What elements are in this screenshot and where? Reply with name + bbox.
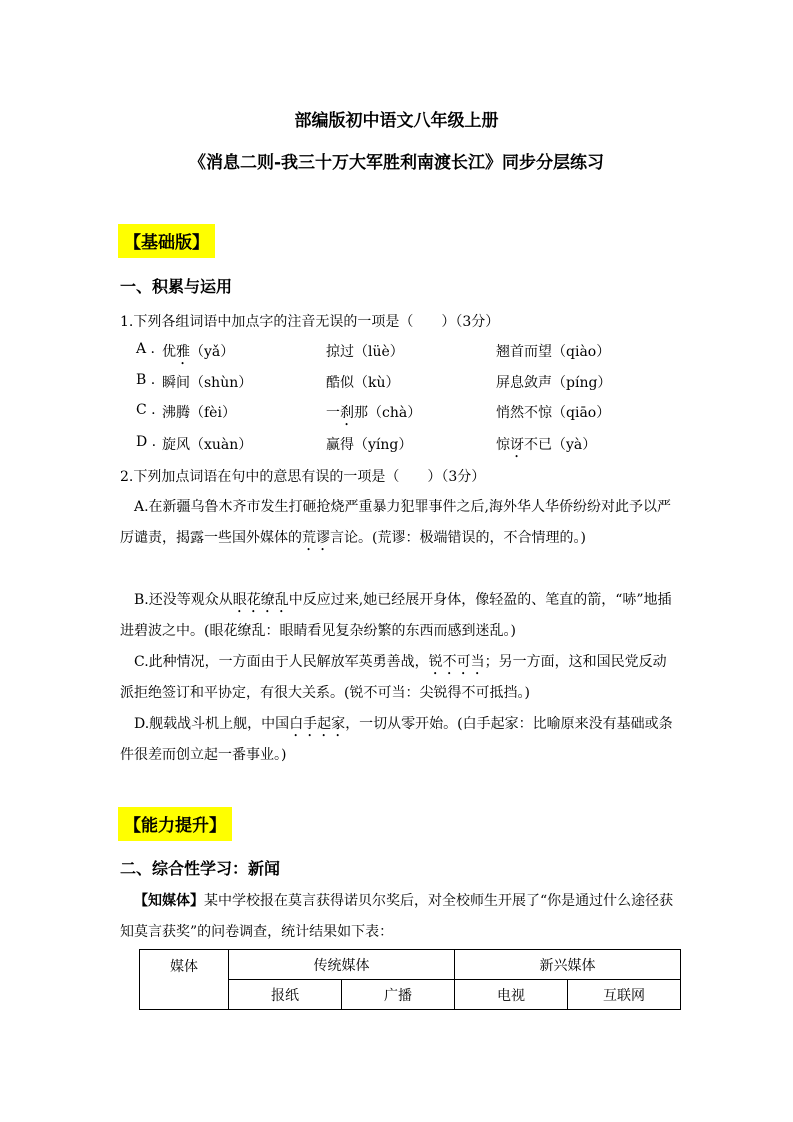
word-part: 间（shùn） xyxy=(176,375,253,391)
word-part: 酷 xyxy=(326,375,340,391)
table-cell-internet: 互联网 xyxy=(568,980,681,1010)
q1-option-word xyxy=(162,341,234,368)
table-header-media: 媒体 xyxy=(140,950,229,1010)
q1-option-word xyxy=(162,372,252,399)
word-part: 息敛声（píng） xyxy=(510,375,612,391)
question-2-option-b xyxy=(120,585,676,647)
option-d-text: D.舰载战斗机上舰，中国 xyxy=(134,716,290,732)
basic-level-badge: 【基础版】 xyxy=(118,224,215,258)
q1-option-word xyxy=(326,372,400,399)
word-part: 翘 xyxy=(496,344,510,360)
question-1-stem: 1.下列各组词语中加点字的注音无误的一项是（ ）（3分） xyxy=(120,314,500,330)
option-c-dotted-word: 锐不可当 xyxy=(428,654,485,670)
word-part: 那（chà） xyxy=(354,405,422,421)
option-b-dotted-word: 眼花缭乱 xyxy=(232,592,289,608)
option-b-text: B.还没等观众从 xyxy=(134,592,233,608)
q1-option-label: B . xyxy=(136,372,156,388)
q1-option-word xyxy=(326,434,412,461)
word-part: 瞬 xyxy=(162,375,176,391)
option-d-explanation: ，一切从零开始。(白手起家：比喻原来没有基础或条件很差而创立起一番事业。) xyxy=(120,716,673,763)
word-part: 然不惊（qiāo） xyxy=(510,405,611,421)
q1-option-word xyxy=(326,402,421,429)
q1-option-word xyxy=(326,341,404,368)
page-subtitle: 《消息二则-我三十万大军胜利南渡长江》同步分层练习 xyxy=(188,153,605,173)
q1-option-label: A . xyxy=(136,341,156,357)
dotted-character: 刹 xyxy=(340,405,354,421)
q1-option-word xyxy=(496,402,610,429)
dotted-character: 雅 xyxy=(176,344,190,360)
question-2-stem: 2.下列加点词语在句中的意思有误的一项是（ ）（3分） xyxy=(120,469,486,485)
table-cell-tv: 电视 xyxy=(455,980,568,1010)
media-intro-text: 某中学校报在莫言获得诺贝尔奖后，对全校师生开展了“你是通过什么途径获知莫言获奖”的问卷调查，统计结果如下表： xyxy=(120,893,674,940)
media-intro-label: 【知媒体】 xyxy=(134,893,204,909)
q1-option-word xyxy=(496,341,610,368)
word-part: 首而望（qiào） xyxy=(510,344,611,360)
word-part: （yǎ） xyxy=(190,344,235,360)
word-part: 惊 xyxy=(496,437,510,453)
word-part: 优 xyxy=(162,344,176,360)
q1-option-label: C . xyxy=(136,402,156,418)
option-a-explanation: 言论。(荒谬：极端错误的，不合情理的。) xyxy=(330,530,586,546)
question-2-option-a xyxy=(120,492,676,554)
word-part: 沸 xyxy=(162,405,176,421)
question-2-option-d xyxy=(120,709,676,771)
section-title-accumulation: 一、积累与运用 xyxy=(120,277,233,296)
word-part: 腾（fèi） xyxy=(176,405,236,421)
word-part: 悄 xyxy=(496,405,510,421)
word-part: 赢 xyxy=(326,437,340,453)
word-part: 过（lüè） xyxy=(340,344,404,360)
media-intro-paragraph xyxy=(120,886,676,948)
option-a-dotted-word: 荒谬 xyxy=(302,530,330,546)
table-cell-radio: 广播 xyxy=(342,980,455,1010)
section-title-news: 二、综合性学习：新闻 xyxy=(120,859,281,878)
option-c-text: C.此种情况，一方面由于人民解放军英勇善战， xyxy=(134,654,429,670)
option-d-dotted-word: 白手起家 xyxy=(289,716,346,732)
q1-option-word xyxy=(162,434,252,461)
table-header-traditional: 传统媒体 xyxy=(229,950,455,980)
page-title: 部编版初中语文八年级上册 xyxy=(294,111,499,131)
word-part: 掠 xyxy=(326,344,340,360)
table-header-emerging: 新兴媒体 xyxy=(455,950,681,980)
word-part: 一 xyxy=(326,405,340,421)
question-2-option-c xyxy=(120,647,676,709)
q1-option-label: D . xyxy=(136,434,157,450)
table-row xyxy=(140,950,681,980)
option-b-explanation: 中反应过来,她已经展开身体，像轻盈的、笔直的箭，“哧”地插进碧波之中。(眼花缭乱：眼睛看见复杂纷繁的东西而感到迷乱。) xyxy=(120,592,672,639)
word-part: 风（xuàn） xyxy=(176,437,253,453)
option-a-text: A.在新疆乌鲁木齐市发生打砸抢烧严重暴力犯罪事件之后,海外华人华侨纷纷对此予以严厉谴责，揭露一些国外媒体的 xyxy=(120,499,672,546)
word-part: 旋 xyxy=(162,437,176,453)
word-part: 似（kù） xyxy=(340,375,400,391)
advanced-level-badge: 【能力提升】 xyxy=(118,807,232,841)
q1-option-word xyxy=(162,402,236,429)
word-part: 屏 xyxy=(496,375,510,391)
dotted-character: 讶 xyxy=(510,437,524,453)
q1-option-word xyxy=(496,372,611,399)
q1-option-word xyxy=(496,434,596,461)
table-cell-newspaper: 报纸 xyxy=(229,980,342,1010)
word-part: 不已（yà） xyxy=(524,437,597,453)
word-part: 得（yíng） xyxy=(340,437,413,453)
media-survey-table xyxy=(139,949,681,1010)
option-c-explanation: ；另一方面，这和国民党反动派拒绝签订和平协定，有很大关系。(锐不可当：尖锐得不可抵挡。) xyxy=(120,654,667,701)
